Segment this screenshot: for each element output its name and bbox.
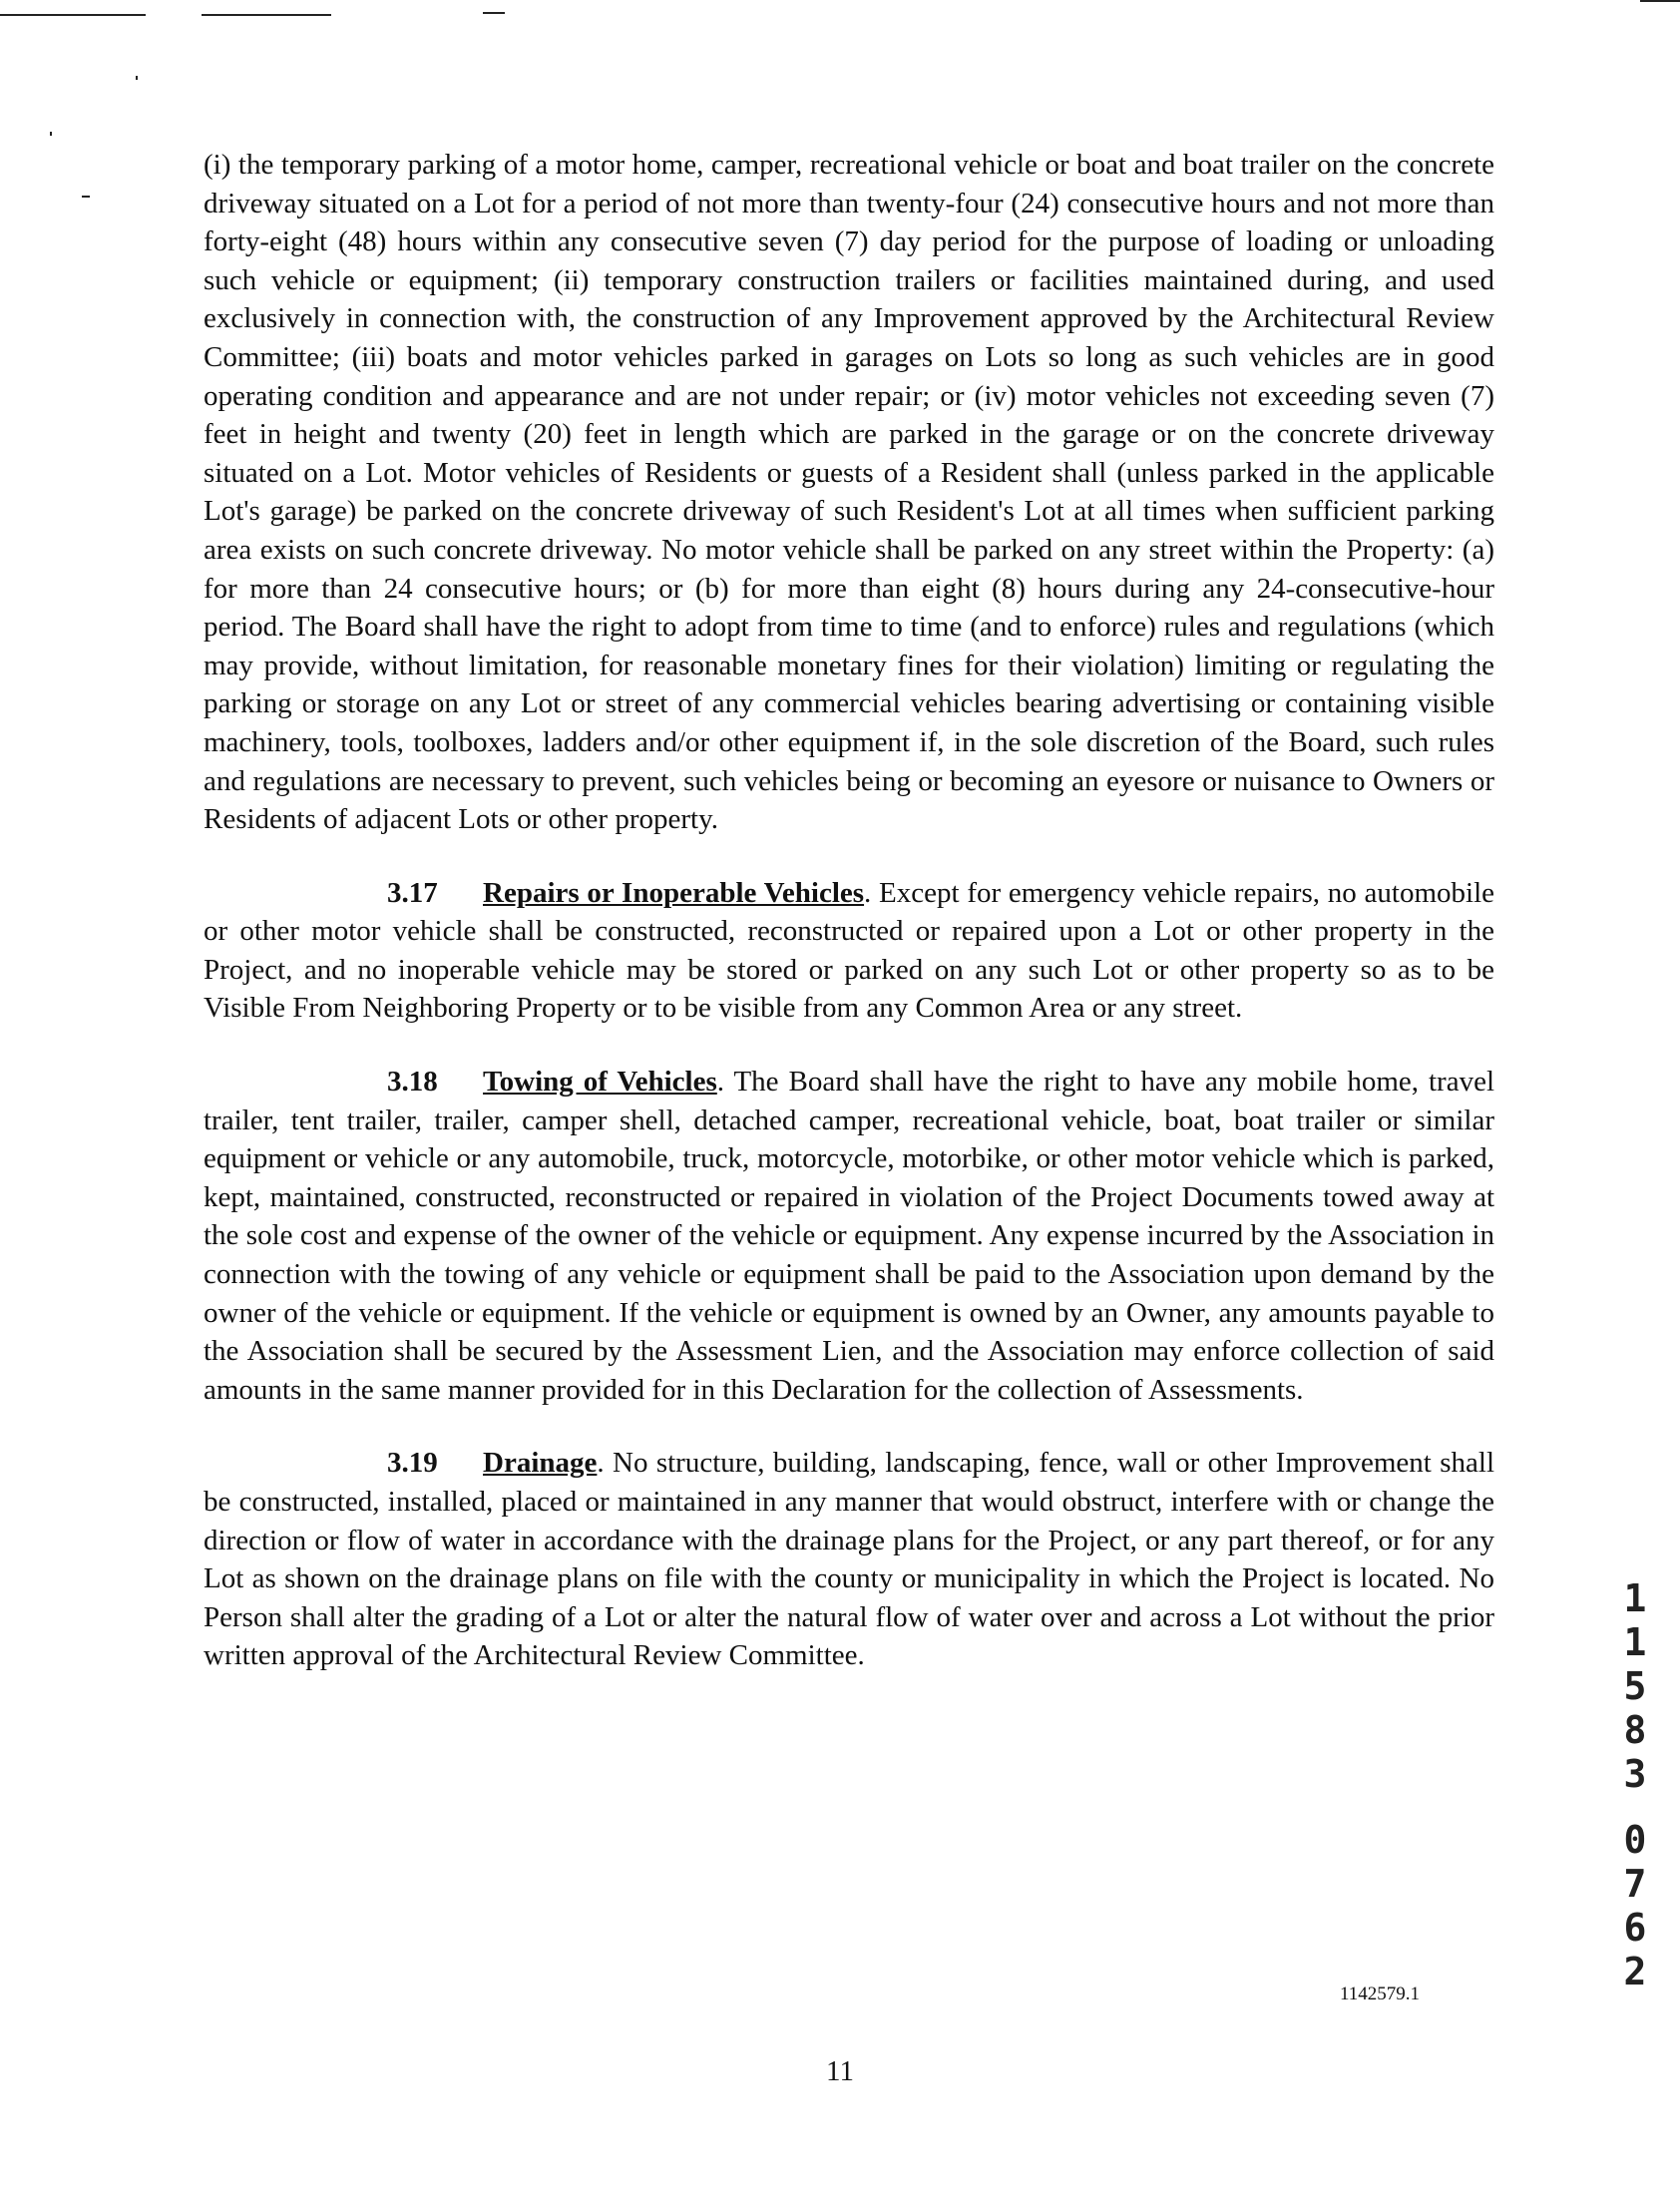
scan-rule-4 [1640, 0, 1680, 2]
section-title: Repairs or Inoperable Vehicles [483, 876, 865, 909]
section-body: . No structure, building, landscaping, fence, wall or other Improvement shall be constructed, installed, placed or maintained in any manner that would obstruct, interfere with or change the direction or flow of water in accordance with the drainage plans for the Project, or any part thereof, or for any Lot as shown on the drainage plans on file with the county or municipality in which the Project is located. No Person shall alter the grading of a Lot or alter the natural flow of water over and across a Lot without the prior written approval of the Architectural Review Committee. [204, 1447, 1494, 1672]
section-number: 3.18 [387, 1066, 438, 1099]
scan-dot-3 [82, 196, 90, 198]
section-title: Towing of Vehicles [483, 1066, 717, 1099]
stamp-digit: 1 [1623, 1576, 1647, 1620]
scan-rule-1 [0, 14, 146, 16]
stamp-digit: 8 [1623, 1708, 1647, 1752]
scan-rule-2 [202, 14, 331, 16]
stamp-digit: 3 [1623, 1752, 1647, 1796]
section-body: . Except for emergency vehicle repairs, no automobile or other motor vehicle shall be constructed, reconstructed or repaired upon a Lot or other property in the Project, and no inoperable vehicle may be stored or parked on any such Lot or other property so as to be Visible From Neighboring Property or to be visible from any Common Area or any street. [204, 876, 1495, 1025]
section-3-17 [204, 874, 1494, 1028]
document-id: 1142579.1 [1340, 1984, 1421, 2004]
side-stamp-number [1620, 1576, 1650, 1993]
stamp-digit: 6 [1623, 1906, 1647, 1950]
page-number: 11 [826, 2055, 854, 2087]
section-number: 3.19 [387, 1447, 438, 1480]
section-3-19 [204, 1444, 1494, 1675]
opening-paragraph: (i) the temporary parking of a motor home, camper, recreational vehicle or boat and boat trailer on the concrete driveway situated on a Lot for a period of not more than twenty-four (24) consecutive hours and not more than forty-eight (48) hours within any consecutive seven (7) day period for the purpose of loading or unloading such vehicle or equipment; (ii) temporary construction trailers or facilities maintained during, and used exclusively in connection with, the construction of any Improvement approved by the Architectural Review Committee; (iii) boats and motor vehicles parked in garages on Lots so long as such vehicles are in good operating condition and appearance and are not under repair; or (iv) motor vehicles not exceeding seven (7) feet in height and twenty (20) feet in length which are parked in the garage or on the concrete driveway situated on a Lot. Motor vehicles of Residents or guests of a Resident shall (unless parked in the applicable Lot's garage) be parked on the concrete driveway of such Resident's Lot at all times when sufficient parking area exists on such concrete driveway. No motor vehicle shall be parked on any street within the Property: (a) for more than 24 consecutive hours; or (b) for more than eight (8) hours during any 24-consecutive-hour period. The Board shall have the right to adopt from time to time (and to enforce) rules and regulations (which may provide, without limitation, for reasonable monetary fines for their violation) limiting or regulating the parking or storage on any Lot or street of any commercial vehicles bearing advertising or containing visible machinery, tools, toolboxes, ladders and/or other equipment if, in the sole discretion of the Board, such rules and regulations are necessary to prevent, such vehicles being or becoming an eyesore or nuisance to Owners or Residents of adjacent Lots or other property. [204, 149, 1494, 836]
section-body: . The Board shall have the right to have any mobile home, travel trailer, tent trailer, trailer, camper shell, detached camper, recreational vehicle, boat, boat trailer or similar equipment or vehicle or any automobile, truck, motorcycle, motorbike, or other motor vehicle which is parked, kept, maintained, constructed, reconstructed or repaired in violation of the Project Documents towed away at the sole cost and expense of the owner of the vehicle or equipment. Any expense incurred by the Association in connection with the towing of any vehicle or equipment shall be paid to the Association upon demand by the owner of the vehicle or equipment. If the vehicle or equipment is owned by an Owner, any amounts payable to the Association shall be secured by the Assessment Lien, and the Association may enforce collection of said amounts in the same manner provided for in this Declaration for the collection of Assessments. [204, 1066, 1494, 1406]
section-number: 3.17 [387, 876, 438, 909]
stamp-digit: 1 [1623, 1620, 1647, 1664]
stamp-digit: 2 [1623, 1950, 1647, 1993]
scan-dot-2 [50, 132, 52, 136]
document-body [204, 146, 1494, 1710]
scan-rule-3 [483, 12, 505, 14]
scan-dot-1 [136, 76, 138, 80]
stamp-digit: 5 [1623, 1664, 1647, 1708]
section-title: Drainage [483, 1447, 598, 1480]
stamp-digit: 7 [1623, 1862, 1647, 1906]
section-3-18 [204, 1063, 1494, 1409]
stamp-digit: 0 [1623, 1818, 1647, 1862]
